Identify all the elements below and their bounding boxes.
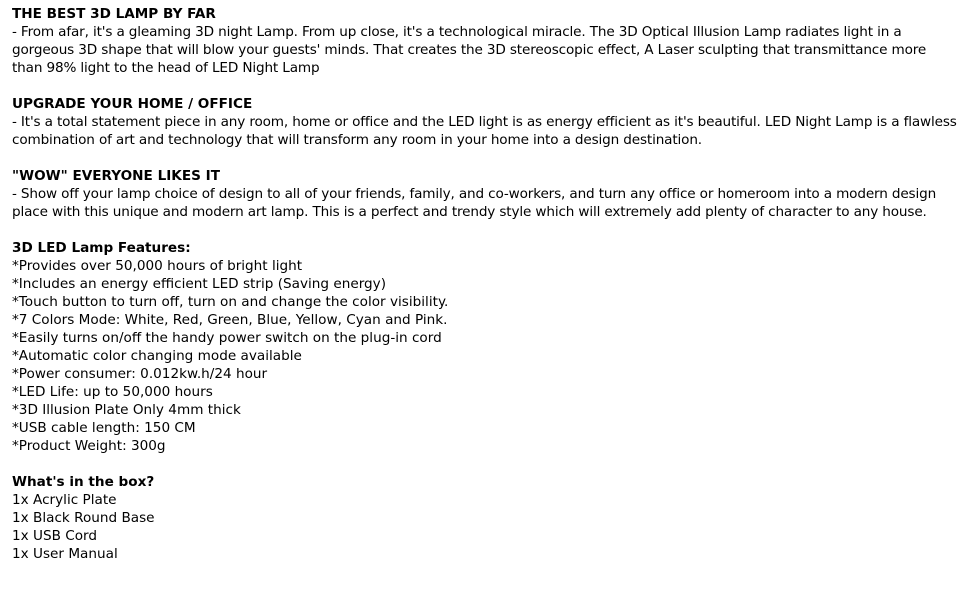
section-heading: THE BEST 3D LAMP BY FAR [12, 6, 216, 22]
section-wow-everyone [12, 167, 958, 221]
section-heading: "WOW" EVERYONE LIKES IT [12, 168, 220, 184]
features-heading: 3D LED Lamp Features: [12, 240, 191, 256]
feature-item: *Automatic color changing mode available [12, 348, 302, 364]
section-body: - It's a total statement piece in any room, home or office and the LED light is as energy efficient as it's beautiful. LED Night Lamp is a flawless combination of art and technology that will transform any room in your home into a design destination. [12, 114, 957, 148]
box-item: 1x Black Round Base [12, 510, 155, 526]
feature-item: *Power consumer: 0.012kw.h/24 hour [12, 366, 268, 382]
feature-item: *USB cable length: 150 CM [12, 420, 196, 436]
section-body: - From afar, it's a gleaming 3D night Lamp. From up close, it's a technological miracle. The 3D Optical Illusion Lamp radiates light in a gorgeous 3D shape that will blow your guests' minds. That creates the 3D stereoscopic effect, A Laser sculpting that transmittance more than 98% light to the head of LED Night Lamp [12, 24, 927, 76]
box-contents-section [12, 473, 958, 563]
section-heading: UPGRADE YOUR HOME / OFFICE [12, 96, 253, 112]
section-best-3d-lamp [12, 5, 958, 77]
section-body: - Show off your lamp choice of design to all of your friends, family, and co-workers, and turn any office or homeroom into a modern design place with this unique and modern art lamp. This is a perfect and trendy style which will extremely add plenty of character to any house. [12, 186, 937, 220]
product-description [12, 5, 958, 581]
feature-item: *Easily turns on/off the handy power switch on the plug-in cord [12, 330, 442, 346]
features-section [12, 239, 958, 455]
feature-item: *Provides over 50,000 hours of bright light [12, 258, 303, 274]
feature-item: *Includes an energy efficient LED strip (Saving energy) [12, 276, 387, 292]
box-item: 1x Acrylic Plate [12, 492, 117, 508]
box-item: 1x USB Cord [12, 528, 98, 544]
feature-item: *LED Life: up to 50,000 hours [12, 384, 213, 400]
feature-item: *3D Illusion Plate Only 4mm thick [12, 402, 241, 418]
section-upgrade-home [12, 95, 958, 149]
feature-item: *Product Weight: 300g [12, 438, 166, 454]
feature-item: *Touch button to turn off, turn on and change the color visibility. [12, 294, 449, 310]
feature-item: *7 Colors Mode: White, Red, Green, Blue, Yellow, Cyan and Pink. [12, 312, 448, 328]
box-contents-heading: What's in the box? [12, 474, 155, 490]
box-item: 1x User Manual [12, 546, 118, 562]
